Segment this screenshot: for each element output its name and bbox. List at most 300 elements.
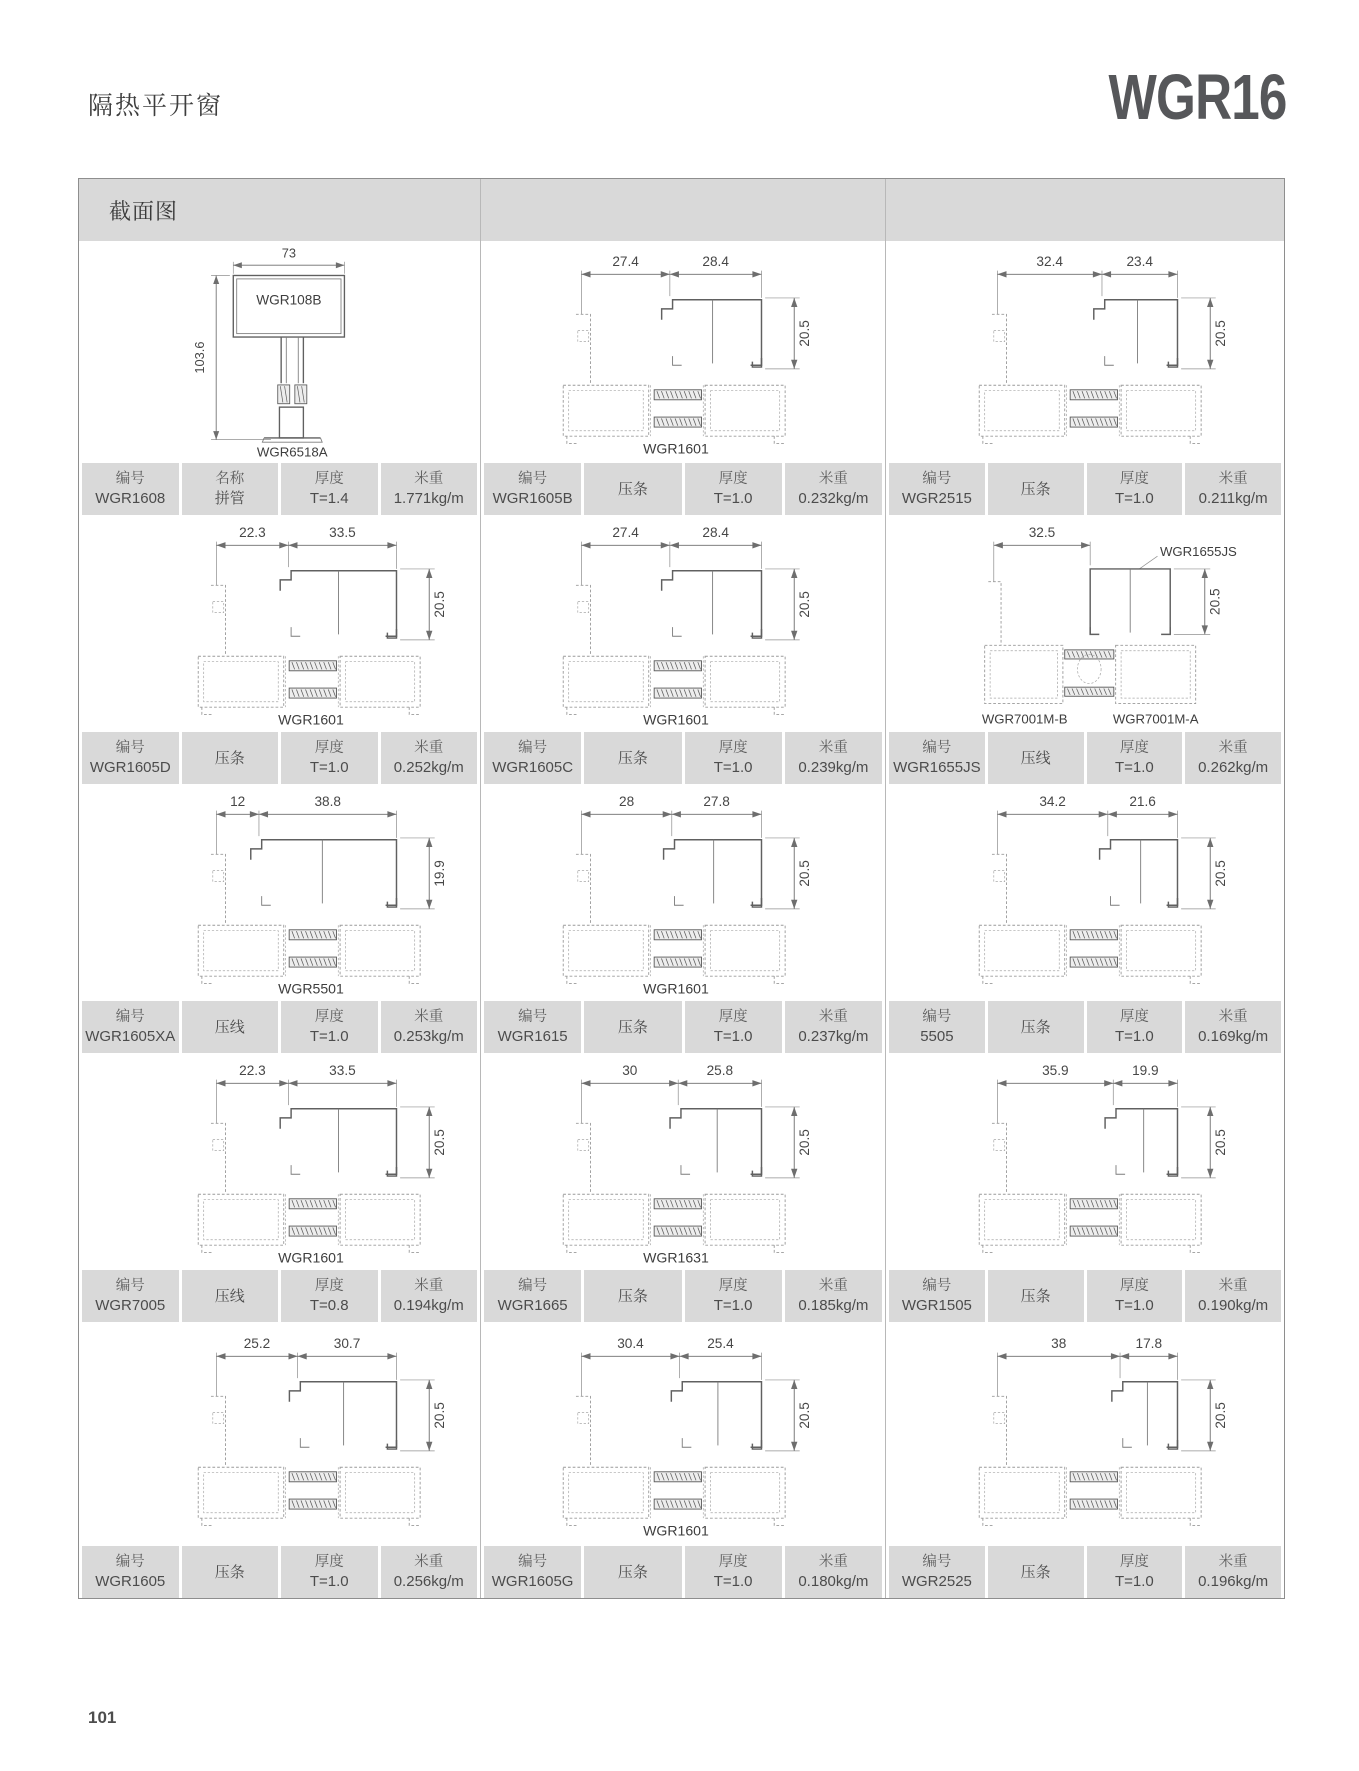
drawing-row <box>79 515 1284 732</box>
spec-weight <box>785 732 882 784</box>
spec-row <box>79 1001 1284 1053</box>
profile-section-drawing <box>156 518 466 729</box>
spec-code <box>484 1270 584 1322</box>
spec-weight-value: 0.194kg/m <box>393 1297 464 1314</box>
profile-spec-cell <box>481 463 886 515</box>
section-header-label: 截面图 <box>109 198 179 224</box>
spec-weight-header: 米重 <box>414 471 444 487</box>
series-code-title: WGR16 <box>1108 61 1287 133</box>
dimension-label: 25.4 <box>707 1335 734 1351</box>
spec-weight-header: 米重 <box>818 1554 848 1570</box>
profile-code-label: WGR1601 <box>643 980 709 997</box>
spec-name-value: 拼管 <box>214 490 245 507</box>
dimension-label: 20.5 <box>796 591 812 618</box>
dimension-label: 20.5 <box>796 319 812 347</box>
spec-name <box>182 732 282 784</box>
spec-thickness <box>1087 463 1186 515</box>
spec-name-value: 压条 <box>617 1563 648 1581</box>
dimension-label: 17.8 <box>1135 1335 1163 1351</box>
dimension-label: 20.5 <box>796 1129 812 1156</box>
spec-name <box>988 463 1087 515</box>
spec-weight-value: 0.237kg/m <box>798 1028 869 1045</box>
spec-weight <box>1185 1270 1281 1322</box>
spec-weight-header: 米重 <box>1218 740 1248 756</box>
spec-row <box>79 463 1284 515</box>
spec-thickness-header: 厚度 <box>718 740 748 756</box>
profile-section-drawing <box>156 1056 466 1267</box>
spec-band <box>82 1270 477 1322</box>
profile-drawing-cell <box>886 784 1284 1001</box>
profile-drawing-cell <box>481 784 886 1001</box>
spec-name <box>988 1546 1087 1598</box>
spec-band <box>484 1270 882 1322</box>
spec-weight-header: 米重 <box>414 1278 444 1294</box>
profile-code-label: WGR1601 <box>277 1249 344 1266</box>
dimension-label: 21.6 <box>1129 794 1156 810</box>
spec-weight-header: 米重 <box>818 1009 848 1025</box>
profile-code-label: WGR5501 <box>277 980 344 997</box>
drawing-row <box>79 1322 1284 1546</box>
profile-code-label: WGR1601 <box>643 1521 709 1538</box>
spec-thickness-value: T=1.0 <box>1114 490 1154 507</box>
spec-weight-header: 米重 <box>818 740 848 756</box>
spec-code-value: WGR1605G <box>491 1573 574 1590</box>
spec-weight <box>381 1270 478 1322</box>
spec-thickness-value: T=1.0 <box>1114 759 1154 776</box>
dimension-label: 27.8 <box>703 794 730 810</box>
spec-thickness <box>1087 1546 1186 1598</box>
spec-band <box>889 1546 1281 1598</box>
spec-thickness <box>281 1001 381 1053</box>
dimension-label: 19.9 <box>1132 1063 1159 1079</box>
spec-name-value: 压条 <box>214 1563 245 1581</box>
spec-weight <box>1185 1546 1281 1598</box>
spec-code-value: WGR1605 <box>95 1573 166 1590</box>
spec-weight-header: 米重 <box>414 740 444 756</box>
profile-drawing-cell <box>886 1053 1284 1270</box>
dimension-label: 23.4 <box>1126 253 1153 269</box>
spec-thickness-value: T=1.0 <box>713 490 753 507</box>
spec-weight-value: 0.211kg/m <box>1198 490 1268 507</box>
spec-code <box>889 1546 988 1598</box>
spec-thickness-value: T=1.0 <box>309 759 349 776</box>
table-header-row <box>79 179 1284 241</box>
spec-thickness-header: 厚度 <box>314 740 344 756</box>
spec-row <box>79 1546 1284 1598</box>
spec-weight <box>381 463 478 515</box>
dimension-label: 20.5 <box>1212 319 1228 347</box>
profile-section-drawing <box>521 787 831 998</box>
spec-weight <box>381 1001 478 1053</box>
spec-thickness <box>685 1001 785 1053</box>
spec-code-header: 编号 <box>922 471 952 487</box>
dimension-label: 20.5 <box>1207 588 1223 615</box>
profile-code-label: WGR7001M-B <box>981 711 1068 727</box>
dimension-label: 30.7 <box>333 1335 360 1351</box>
spec-code-header: 编号 <box>922 1554 952 1570</box>
spec-code-header: 编号 <box>518 471 548 487</box>
spec-name-value: 压条 <box>1020 1287 1051 1305</box>
spec-code-header: 编号 <box>115 1278 145 1294</box>
dimension-label: 38.8 <box>313 794 341 810</box>
spec-thickness-value: T=1.0 <box>713 1028 753 1045</box>
spec-code-header: 编号 <box>518 1009 548 1025</box>
spec-weight <box>381 1546 478 1598</box>
profile-code-label: WGR1631 <box>643 1249 709 1266</box>
dimension-label: 28.4 <box>702 253 729 269</box>
spec-weight <box>1185 463 1281 515</box>
profile-drawing-cell <box>481 515 886 732</box>
spec-code <box>484 1546 584 1598</box>
spec-code-value: WGR1655JS <box>893 759 981 776</box>
spec-code-value: WGR2525 <box>901 1573 972 1590</box>
dimension-label: 20.5 <box>1212 860 1228 887</box>
spec-name <box>182 1270 282 1322</box>
spec-code-header: 编号 <box>922 740 952 756</box>
spec-name-value: 压线 <box>214 1018 245 1036</box>
spec-weight-header: 米重 <box>1218 1278 1248 1294</box>
dimension-label: 25.2 <box>243 1335 270 1351</box>
spec-name-value: 压条 <box>617 480 648 498</box>
spec-weight-header: 米重 <box>818 471 848 487</box>
profile-spec-cell <box>481 1546 886 1598</box>
spec-weight-header: 米重 <box>1218 1554 1248 1570</box>
spec-name <box>584 1270 684 1322</box>
dimension-label: 25.8 <box>706 1063 734 1079</box>
spec-code <box>889 463 988 515</box>
dimension-label: 27.4 <box>612 253 639 269</box>
spec-thickness <box>281 1270 381 1322</box>
spec-weight-value: 0.190kg/m <box>1198 1297 1269 1314</box>
profile-spec-cell <box>79 1001 481 1053</box>
spec-code <box>484 463 584 515</box>
table-header-cell <box>481 179 886 241</box>
dimension-label: 19.9 <box>431 860 447 887</box>
spec-code-value: WGR1615 <box>497 1028 568 1045</box>
spec-thickness-value: T=1.0 <box>713 1573 753 1590</box>
spec-weight-value: 0.196kg/m <box>1198 1573 1269 1590</box>
page-number: 101 <box>88 1708 117 1727</box>
page-title: 隔热平开窗 <box>88 92 224 120</box>
spec-thickness <box>685 463 785 515</box>
spec-weight <box>785 1546 882 1598</box>
spec-name-value: 压条 <box>214 749 245 767</box>
spec-code-header: 编号 <box>518 1554 548 1570</box>
spec-thickness-value: T=1.4 <box>309 490 349 507</box>
spec-thickness-header: 厚度 <box>1119 740 1149 756</box>
spec-name <box>988 1270 1087 1322</box>
profile-table <box>78 178 1285 1599</box>
profile-code-label: WGR1655JS <box>1159 544 1237 560</box>
spec-name-value: 压条 <box>1020 480 1051 498</box>
dimension-label: 33.5 <box>328 525 356 541</box>
profile-code-label: WGR1601 <box>643 439 709 456</box>
dimension-label: 32.5 <box>1028 525 1056 541</box>
dimension-label: 20.5 <box>796 1401 812 1429</box>
spec-weight-value: 0.253kg/m <box>393 1028 464 1045</box>
spec-thickness <box>281 463 381 515</box>
spec-code-header: 编号 <box>518 1278 548 1294</box>
spec-thickness <box>281 1546 381 1598</box>
spec-code-header: 编号 <box>115 1554 145 1570</box>
spec-band <box>484 1546 882 1598</box>
spec-code-header: 编号 <box>922 1009 952 1025</box>
spec-code-value: WGR2515 <box>901 490 972 507</box>
spec-weight <box>381 732 478 784</box>
dimension-label: 22.3 <box>238 525 266 541</box>
spec-name <box>584 732 684 784</box>
table-header-cell <box>79 179 481 241</box>
spec-code-header: 编号 <box>115 471 145 487</box>
spec-name-value: 压条 <box>1020 1018 1051 1036</box>
spec-thickness-header: 厚度 <box>718 1554 748 1570</box>
spec-thickness-value: T=1.0 <box>309 1573 349 1590</box>
profile-section-drawing <box>521 1056 831 1267</box>
spec-code <box>82 1546 182 1598</box>
profile-section-drawing <box>156 787 466 998</box>
profile-section-drawing <box>521 247 831 458</box>
spec-weight-value: 0.239kg/m <box>798 759 869 776</box>
drawing-row <box>79 241 1284 463</box>
profile-spec-cell <box>481 732 886 784</box>
spec-code <box>82 732 182 784</box>
spec-weight <box>1185 1001 1281 1053</box>
spec-thickness <box>685 732 785 784</box>
profile-drawing-cell <box>79 784 481 1001</box>
spec-band <box>82 732 477 784</box>
spec-name <box>584 1001 684 1053</box>
spec-thickness <box>1087 1270 1186 1322</box>
profile-spec-cell <box>886 463 1284 515</box>
spec-band <box>82 1546 477 1598</box>
spec-thickness-header: 厚度 <box>718 471 748 487</box>
dimension-label: 28 <box>619 794 635 810</box>
spec-code-value: WGR1605C <box>492 759 574 776</box>
spec-weight-value: 0.232kg/m <box>798 490 869 507</box>
spec-weight-value: 0.262kg/m <box>1198 759 1269 776</box>
profile-drawing-cell <box>79 1053 481 1270</box>
profile-drawing-cell <box>886 241 1284 463</box>
spec-code-value: WGR1605B <box>492 490 573 507</box>
spec-weight <box>785 1001 882 1053</box>
spec-thickness <box>685 1546 785 1598</box>
spec-weight-header: 米重 <box>818 1278 848 1294</box>
spec-thickness-header: 厚度 <box>718 1009 748 1025</box>
spec-thickness-value: T=1.0 <box>713 1297 753 1314</box>
spec-thickness <box>1087 1001 1186 1053</box>
profile-spec-cell <box>886 1001 1284 1053</box>
spec-code <box>889 1001 988 1053</box>
spec-thickness-header: 厚度 <box>314 1554 344 1570</box>
dimension-label: 30 <box>622 1063 638 1079</box>
profile-section-drawing <box>937 518 1247 729</box>
profile-drawing-cell <box>79 1322 481 1546</box>
spec-band <box>82 463 477 515</box>
profile-code-label: WGR7001M-A <box>1112 711 1199 727</box>
table-header-cell <box>886 179 1284 241</box>
spec-weight-header: 米重 <box>414 1009 444 1025</box>
profile-spec-cell <box>79 1546 481 1598</box>
spec-weight-value: 0.185kg/m <box>798 1297 869 1314</box>
profile-code-label: WGR108B <box>255 292 321 308</box>
spec-band <box>484 1001 882 1053</box>
profile-spec-cell <box>79 1270 481 1322</box>
spec-code <box>82 1001 182 1053</box>
spec-code <box>82 463 182 515</box>
spec-thickness-value: T=1.0 <box>1114 1297 1154 1314</box>
profile-spec-cell <box>886 1270 1284 1322</box>
dimension-label: 30.4 <box>617 1335 644 1351</box>
dimension-label: 32.4 <box>1036 253 1063 269</box>
spec-band <box>889 732 1281 784</box>
profile-section-drawing <box>521 1329 831 1540</box>
spec-code-header: 编号 <box>518 740 548 756</box>
profile-spec-cell <box>481 1270 886 1322</box>
profile-spec-cell <box>481 1001 886 1053</box>
dimension-label: 103.6 <box>191 341 207 374</box>
spec-thickness-header: 厚度 <box>1119 1278 1149 1294</box>
spec-band <box>889 463 1281 515</box>
profile-code-label: WGR1601 <box>277 711 344 728</box>
spec-code-value: WGR1608 <box>95 490 166 507</box>
dimension-label: 27.4 <box>612 525 639 541</box>
profile-drawing-cell <box>886 1322 1284 1546</box>
spec-weight-header: 米重 <box>414 1554 444 1570</box>
spec-weight <box>785 463 882 515</box>
profile-code-label: WGR1601 <box>643 711 709 728</box>
spec-code <box>484 1001 584 1053</box>
dimension-label: 20.5 <box>1212 1401 1228 1429</box>
spec-thickness-header: 厚度 <box>1119 471 1149 487</box>
profile-spec-cell <box>79 732 481 784</box>
spec-name-value: 压线 <box>214 1287 245 1305</box>
spec-row <box>79 732 1284 784</box>
spec-band <box>82 1001 477 1053</box>
spec-code-header: 编号 <box>115 740 145 756</box>
spec-code-value: WGR1605D <box>89 759 171 776</box>
profile-drawing-cell <box>481 241 886 463</box>
dimension-label: 20.5 <box>431 591 447 618</box>
dimension-label: 20.5 <box>1212 1129 1228 1156</box>
profile-section-drawing <box>521 518 831 729</box>
spec-weight <box>785 1270 882 1322</box>
profile-spec-cell <box>886 732 1284 784</box>
dimension-label: 22.3 <box>238 1063 266 1079</box>
spec-thickness-header: 厚度 <box>314 471 344 487</box>
spec-name <box>988 1001 1087 1053</box>
spec-thickness-header: 厚度 <box>314 1278 344 1294</box>
spec-code-value: WGR1665 <box>497 1297 568 1314</box>
spec-code <box>889 732 988 784</box>
spec-thickness <box>281 732 381 784</box>
spec-thickness <box>685 1270 785 1322</box>
spec-name <box>988 732 1087 784</box>
spec-thickness-value: T=1.0 <box>1114 1573 1154 1590</box>
spec-thickness-value: T=1.0 <box>1114 1028 1154 1045</box>
profile-drawing-cell <box>481 1322 886 1546</box>
spec-code-value: WGR1505 <box>901 1297 972 1314</box>
spec-weight-value: 1.771kg/m <box>393 490 464 507</box>
spec-name-value: 压条 <box>617 1018 648 1036</box>
profile-drawing-cell <box>886 515 1284 732</box>
profile-spec-cell <box>886 1546 1284 1598</box>
profile-drawing-cell <box>79 241 481 463</box>
spec-code <box>82 1270 182 1322</box>
spec-band <box>484 463 882 515</box>
spec-weight-header: 米重 <box>1218 1009 1248 1025</box>
spec-name <box>182 1001 282 1053</box>
profile-spec-cell <box>79 463 481 515</box>
drawing-row <box>79 1053 1284 1270</box>
spec-thickness-value: T=1.0 <box>713 759 753 776</box>
profile-section-drawing <box>937 787 1247 998</box>
profile-drawing-cell <box>79 515 481 732</box>
spec-thickness-header: 厚度 <box>1119 1554 1149 1570</box>
spec-name <box>182 1546 282 1598</box>
drawing-row <box>79 784 1284 1001</box>
spec-name-value: 压条 <box>1020 1563 1051 1581</box>
profile-section-drawing <box>937 1056 1247 1267</box>
profile-code-label: WGR6518A <box>256 444 328 460</box>
spec-weight-value: 0.256kg/m <box>393 1573 464 1590</box>
spec-thickness-header: 厚度 <box>1119 1009 1149 1025</box>
dimension-label: 28.4 <box>702 525 729 541</box>
profile-section-drawing <box>937 247 1247 458</box>
spec-band <box>484 732 882 784</box>
profile-section-drawing <box>156 1329 466 1540</box>
profile-section-drawing <box>134 243 442 461</box>
spec-code-header: 编号 <box>115 1009 145 1025</box>
spec-name-header: 名称 <box>215 471 245 487</box>
spec-name-value: 压条 <box>617 1287 648 1305</box>
dimension-label: 38 <box>1051 1335 1067 1351</box>
spec-thickness-value: T=1.0 <box>309 1028 349 1045</box>
spec-weight-value: 0.180kg/m <box>798 1573 869 1590</box>
spec-code-value: WGR7005 <box>95 1297 166 1314</box>
spec-row <box>79 1270 1284 1322</box>
spec-thickness-header: 厚度 <box>314 1009 344 1025</box>
spec-name <box>584 463 684 515</box>
dimension-label: 33.5 <box>328 1063 356 1079</box>
spec-code <box>889 1270 988 1322</box>
profile-section-drawing <box>937 1329 1247 1540</box>
dimension-label: 20.5 <box>431 1129 447 1156</box>
spec-code-value: 5505 <box>920 1028 954 1045</box>
dimension-label: 73 <box>281 245 296 261</box>
spec-weight <box>1185 732 1281 784</box>
spec-weight-value: 0.169kg/m <box>1198 1028 1269 1045</box>
spec-thickness <box>1087 732 1186 784</box>
spec-thickness-value: T=0.8 <box>309 1297 349 1314</box>
dimension-label: 12 <box>229 794 245 810</box>
profile-drawing-cell <box>481 1053 886 1270</box>
spec-name-value: 压条 <box>617 749 648 767</box>
spec-band <box>889 1001 1281 1053</box>
dimension-label: 34.2 <box>1039 794 1066 810</box>
spec-code-header: 编号 <box>922 1278 952 1294</box>
spec-band <box>889 1270 1281 1322</box>
dimension-label: 20.5 <box>431 1401 447 1429</box>
spec-code <box>484 732 584 784</box>
spec-name <box>182 463 282 515</box>
spec-name <box>584 1546 684 1598</box>
spec-weight-value: 0.252kg/m <box>393 759 464 776</box>
spec-name-value: 压线 <box>1020 749 1051 767</box>
spec-thickness-header: 厚度 <box>718 1278 748 1294</box>
spec-code-value: WGR1605XA <box>85 1028 176 1045</box>
spec-weight-header: 米重 <box>1218 471 1248 487</box>
dimension-label: 35.9 <box>1042 1063 1069 1079</box>
